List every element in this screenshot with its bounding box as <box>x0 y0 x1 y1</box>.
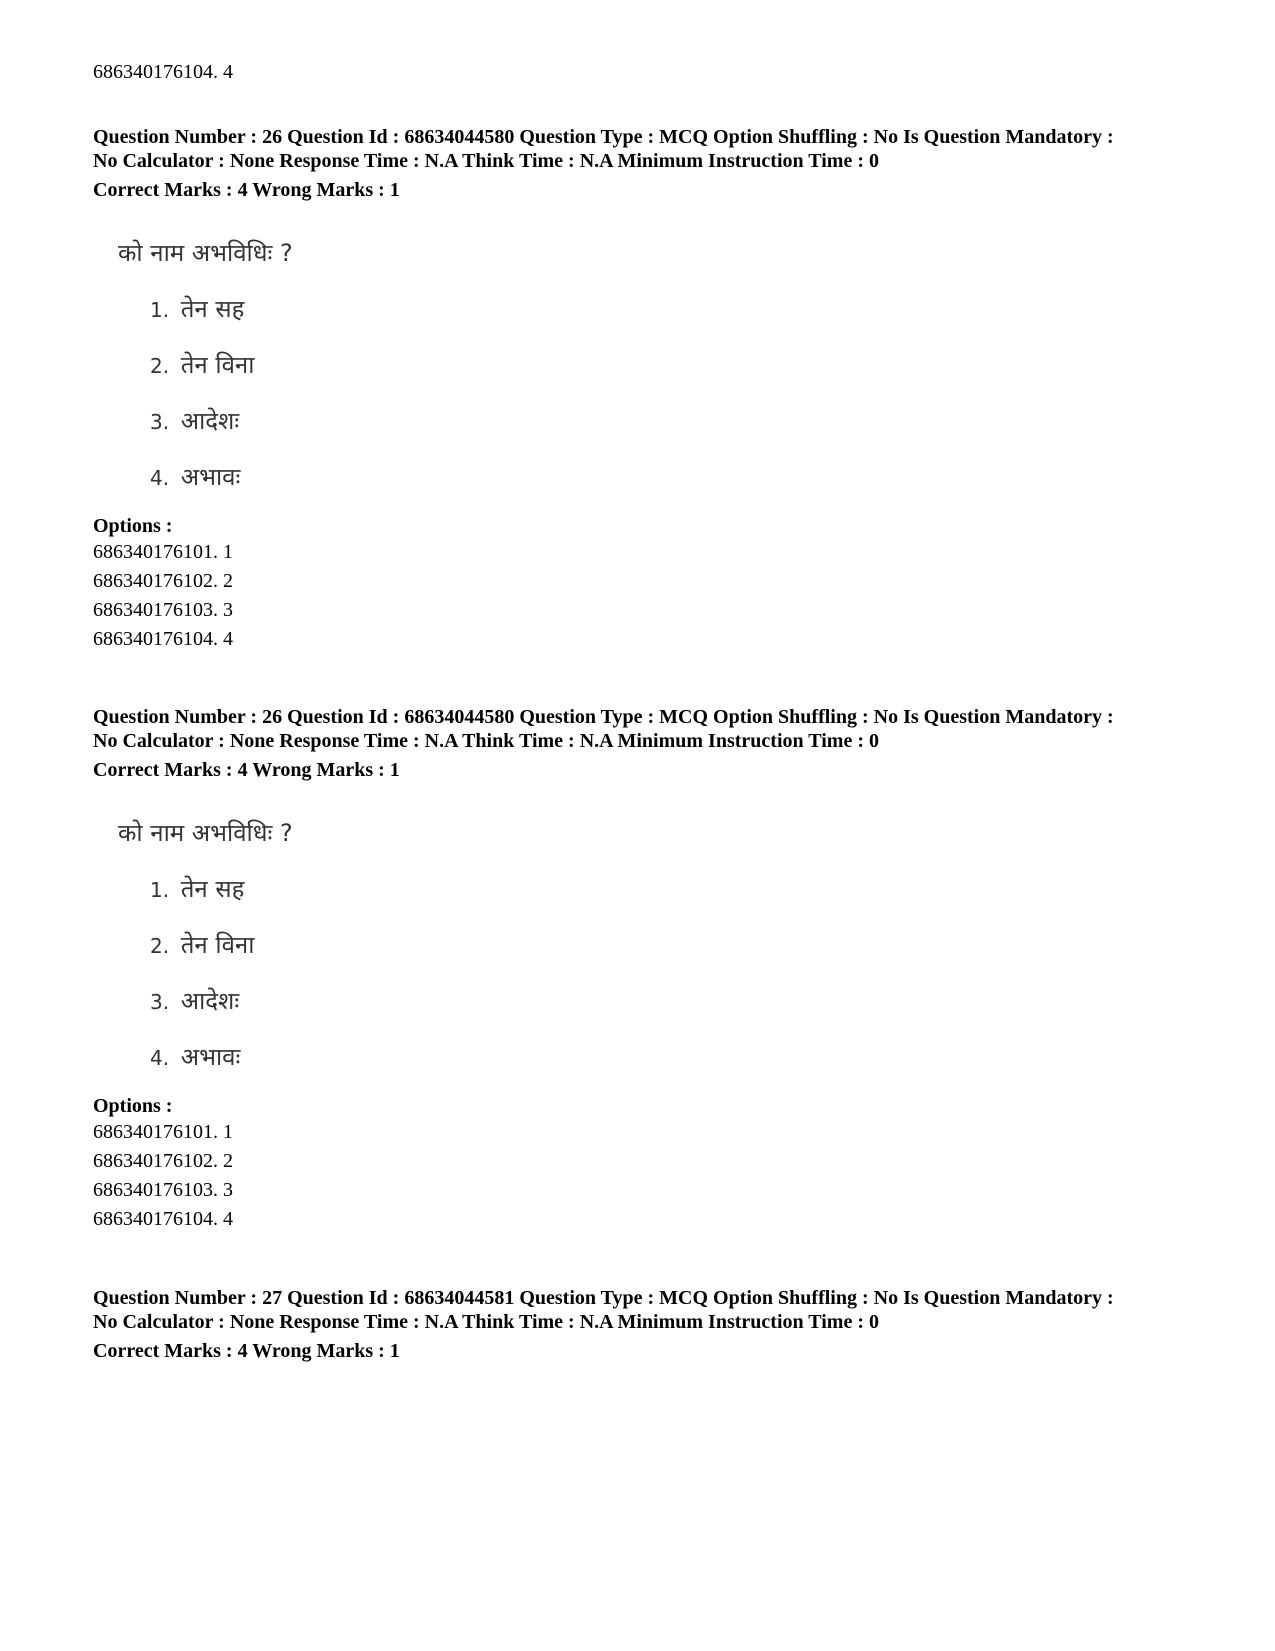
question-header-line1: Question Number : 26 Question Id : 68634044580 Question Type : MCQ Option Shuffling : No Is Question Mandatory : <box>93 706 1114 728</box>
question-header <box>93 125 1193 202</box>
question-header-line2: No Calculator : None Response Time : N.A Think Time : N.A Minimum Instruction Time : 0 <box>93 1311 879 1333</box>
choice-number: 4. <box>150 466 170 490</box>
choice-number: 2. <box>150 934 170 958</box>
question-text: को नाम अभविधिः ? <box>118 819 293 847</box>
choice-text: तेन सह <box>180 875 245 903</box>
option-line: 686340176104. 4 <box>93 1208 233 1230</box>
question-block <box>93 1286 1193 1363</box>
choice-text: अभावः <box>180 1043 241 1071</box>
option-line: 686340176101. 1 <box>93 541 233 563</box>
option-line: 686340176103. 3 <box>93 599 233 621</box>
choice-number: 1. <box>150 298 170 322</box>
choice-number: 4. <box>150 1046 170 1070</box>
choice-number: 3. <box>150 990 170 1014</box>
option-line: 686340176104. 4 <box>93 628 233 650</box>
choice-text: तेन विना <box>180 351 255 379</box>
question-choice <box>150 1040 240 1073</box>
choice-text: तेन सह <box>180 295 245 323</box>
question-text: को नाम अभविधिः ? <box>118 239 293 267</box>
question-header-line1: Question Number : 26 Question Id : 68634044580 Question Type : MCQ Option Shuffling : No Is Question Mandatory : <box>93 126 1114 148</box>
question-choice <box>150 984 239 1017</box>
question-marks: Correct Marks : 4 Wrong Marks : 1 <box>93 179 400 201</box>
question-image <box>93 802 1193 1092</box>
option-line: 686340176103. 3 <box>93 1179 233 1201</box>
question-block <box>93 125 1193 654</box>
question-header-line2: No Calculator : None Response Time : N.A Think Time : N.A Minimum Instruction Time : 0 <box>93 730 879 752</box>
question-header-line1: Question Number : 27 Question Id : 68634044581 Question Type : MCQ Option Shuffling : No Is Question Mandatory : <box>93 1287 1114 1309</box>
choice-text: तेन विना <box>180 931 255 959</box>
question-choice <box>150 404 239 437</box>
option-line: 686340176101. 1 <box>93 1121 233 1143</box>
question-marks: Correct Marks : 4 Wrong Marks : 1 <box>93 1340 400 1362</box>
choice-text: अभावः <box>180 463 241 491</box>
question-header <box>93 1286 1193 1363</box>
option-line: 686340176104. 4 <box>93 61 233 83</box>
question-image <box>93 222 1193 512</box>
choice-number: 2. <box>150 354 170 378</box>
choice-text: आदेशः <box>180 987 240 1015</box>
question-choice <box>150 872 244 905</box>
choice-number: 3. <box>150 410 170 434</box>
choice-number: 1. <box>150 878 170 902</box>
question-choice <box>150 460 240 493</box>
question-choice <box>150 928 254 961</box>
question-choice <box>150 292 244 325</box>
question-block <box>93 705 1193 1234</box>
option-line: 686340176102. 2 <box>93 570 233 592</box>
option-line: 686340176102. 2 <box>93 1150 233 1172</box>
question-choice <box>150 348 254 381</box>
question-marks: Correct Marks : 4 Wrong Marks : 1 <box>93 759 400 781</box>
question-header-line2: No Calculator : None Response Time : N.A Think Time : N.A Minimum Instruction Time : 0 <box>93 150 879 172</box>
question-header <box>93 705 1193 782</box>
choice-text: आदेशः <box>180 407 240 435</box>
options-label: Options : <box>93 515 173 537</box>
options-label: Options : <box>93 1095 173 1117</box>
